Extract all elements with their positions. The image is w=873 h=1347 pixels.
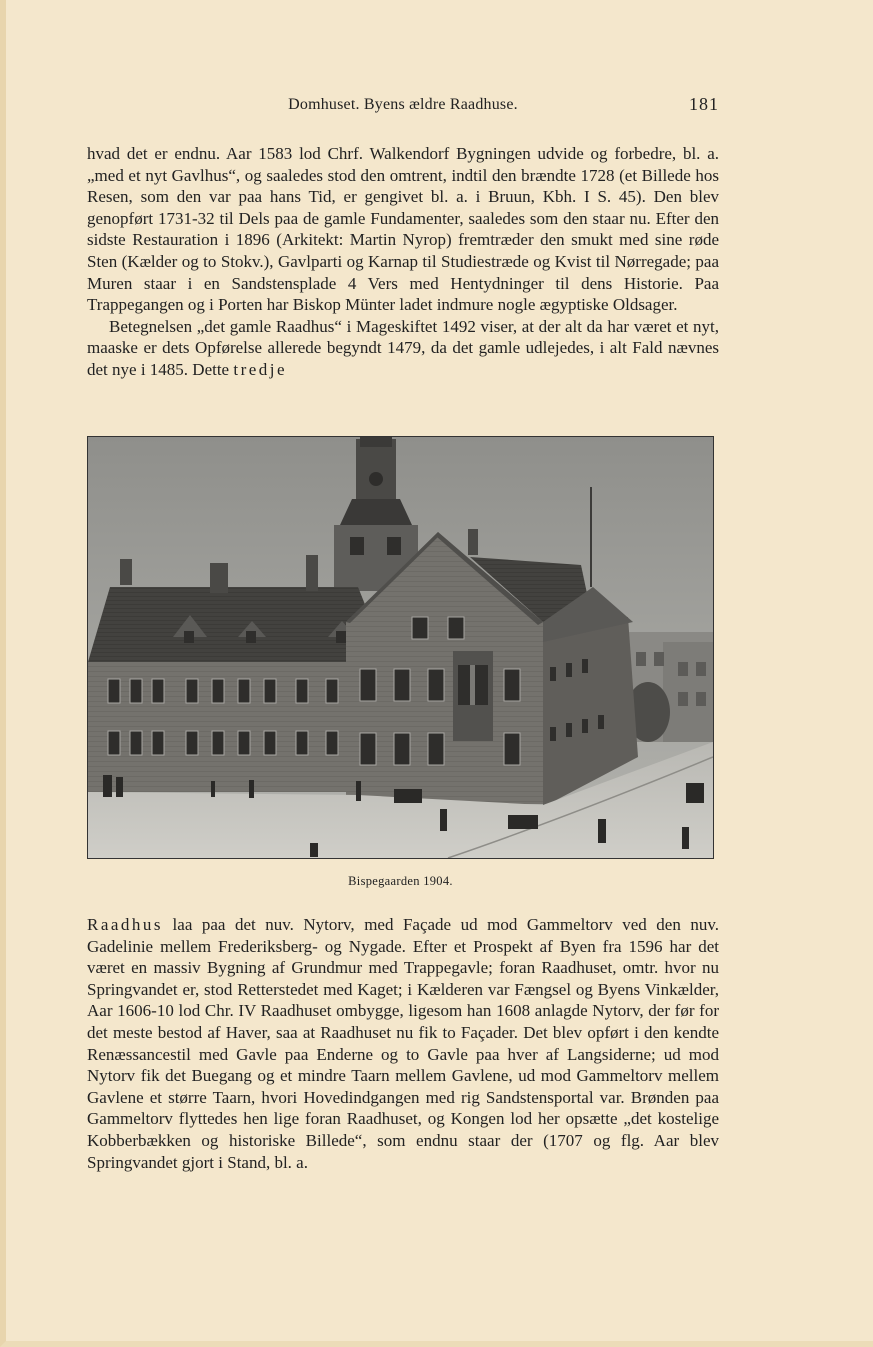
- window: [212, 731, 224, 755]
- window: [412, 617, 428, 639]
- window: [108, 679, 120, 703]
- top-text-block: [87, 143, 719, 381]
- photo-illustration: [88, 437, 713, 858]
- window: [360, 733, 376, 765]
- window: [238, 679, 250, 703]
- paragraph-2: [87, 316, 719, 381]
- figure-caption: Bispegaarden 1904.: [348, 874, 453, 888]
- window: [152, 731, 164, 755]
- window: [130, 731, 142, 755]
- window: [504, 733, 520, 765]
- window: [264, 731, 276, 755]
- window: [130, 679, 142, 703]
- window: [504, 669, 520, 701]
- window: [296, 679, 308, 703]
- window: [264, 679, 276, 703]
- window: [296, 731, 308, 755]
- emphasis-tredje: tredje: [233, 359, 288, 379]
- paragraph-1: hvad det er endnu. Aar 1583 lod Chrf. Walkendorf Bygningen udvide og forbedre, bl. a. „med et nyt Gavlhus“, og saaledes stod den omtrent, indtil den brændte 1728 (et Billede hos Resen, som den var paa hans Tid, er gengivet bl. a. i Bruun, Kbh. I S. 45). Den blev genopført 1731-32 til Dels paa de gamle Fundamenter, saaledes som den staar nu. Efter den sidste Restauration i 1896 (Arkitekt: Martin Nyrop) fremtræder den smukt med sine røde Sten (Kælder og to Stokv.), Gavlparti og Karnap til Studiestræde og Kvist til Nørregade; paa Muren staar i en Sandstensplade 4 Vers med Hentydninger til dens Historie. Paa Trappegangen og i Porten har Biskop Münter ladet indmure nogle ægyptiske Oldsager.: [87, 144, 719, 315]
- window: [186, 679, 198, 703]
- window: [186, 731, 198, 755]
- paragraph-3-text: laa paa det nuv. Nytorv, med Façade ud mod Gammeltorv ved den nuv. Gadelinie mellem Frederiksberg- og Nygade. Efter et Prospekt af Byen fra 1596 har det været en massiv Bygning af Grundmur med Trappegavle; foran Raadhuset, omtr. hvor nu Springvandet er, stod Retterstedet med Kaget; i Kælderen var Fængsel og Byens Vinkælder, Aar 1606-10 lod Chr. IV Raadhuset ombygge, ligesom han 1608 anlagde Nytorv, der før for det meste bestod af Haver, saa at Raadhuset nu fik to Façader. Det blev opført i den kendte Renæssancestil med Gavle paa Enderne og to Gavle paa hver af Langsiderne; ud mod Nytorv fik det Buegang og et mindre Taarn mellem Gavlene, ud mod Gammeltorv mellem Gavlene et større Taarn, hvori Hovedindgangen med rig Sandstensportal var. Brønden paa Gammeltorv flyttedes hen lige foran Raadhuset, og Kongen lod her opsætte „det kostelige Kobberbækken og historiske Billede“, som endnu staar der (1707 og flg. Aar blev Springvandet gjort i Stand, bl. a.: [87, 915, 719, 1172]
- paragraph-2-text: Betegnelsen „det gamle Raadhus“ i Mageskiftet 1492 viser, at der alt da har været et nyt, maaske er dets Opførelse allerede begyndt 1479, da det gamle udlejedes, i alt Fald nævnes det nye i 1485. Dette: [87, 316, 719, 379]
- photo-bispegaarden: [87, 436, 714, 859]
- paragraph-3: [87, 914, 719, 1173]
- window: [360, 669, 376, 701]
- window: [394, 733, 410, 765]
- window: [394, 669, 410, 701]
- distant-buildings: [626, 632, 713, 742]
- window: [108, 731, 120, 755]
- running-head: [87, 96, 719, 120]
- window: [428, 733, 444, 765]
- emphasis-raadhus: Raadhus: [87, 915, 164, 934]
- window: [448, 617, 464, 639]
- window: [238, 731, 250, 755]
- window: [428, 669, 444, 701]
- window: [212, 679, 224, 703]
- running-title: Domhuset. Byens ældre Raadhuse.: [288, 96, 518, 113]
- page-number: 181: [689, 94, 719, 114]
- window: [326, 679, 338, 703]
- left-wing: [88, 555, 388, 792]
- window: [326, 731, 338, 755]
- bottom-text-block: [87, 914, 719, 1173]
- window: [152, 679, 164, 703]
